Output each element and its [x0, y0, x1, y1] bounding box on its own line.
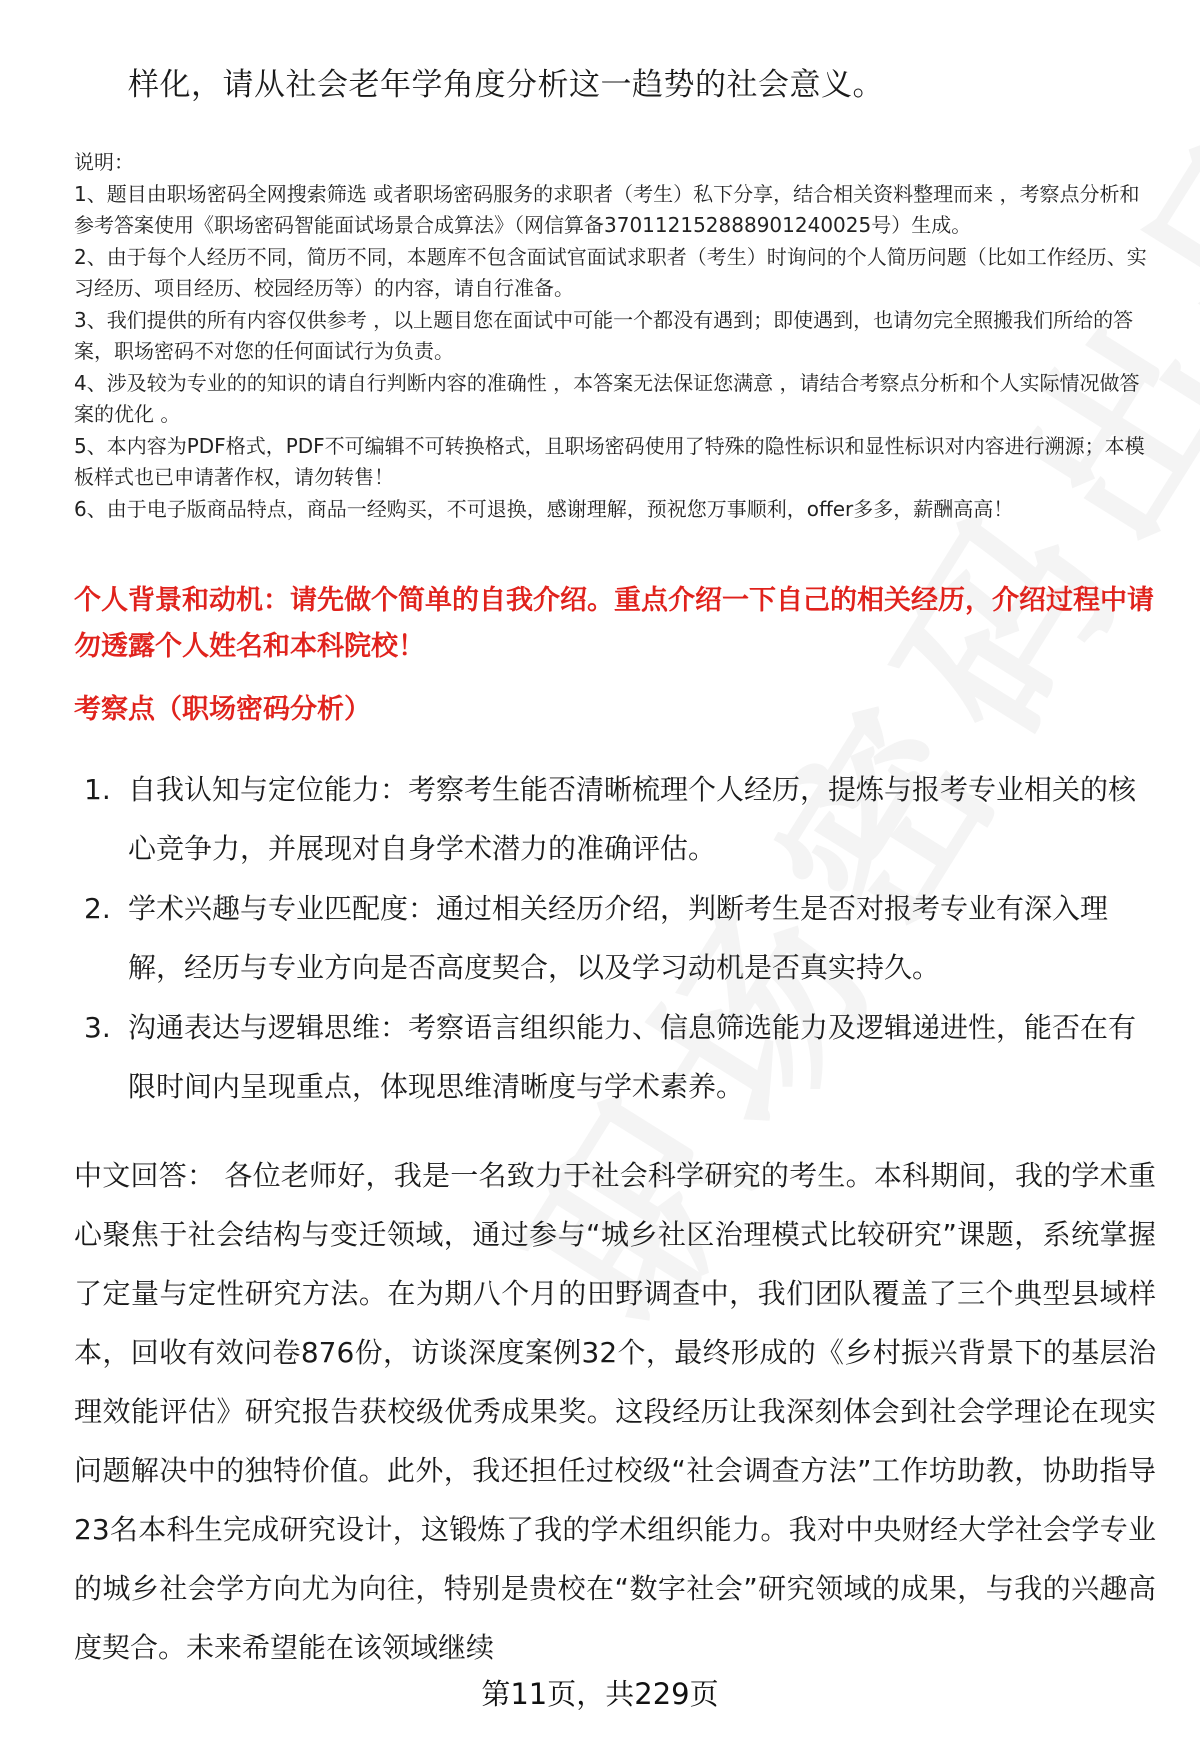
analysis-point — [74, 879, 1154, 997]
note-item: 5、本内容为PDF格式，PDF不可编辑不可转换格式，且职场密码使用了特殊的隐性标识和显性标识对内容进行溯源；本模板样式也已申请著作权，请勿转售！ — [74, 433, 1145, 489]
chinese-answer: 中文回答： 各位老师好，我是一名致力于社会科学研究的考生。本科期间，我的学术重心聚焦于社会结构与变迁领域，通过参与“城乡社区治理模式比较研究”课题，系统掌握了定量与定性研究方法。在为期八个月的田野调查中，我们团队覆盖了三个典型县域样本，回收有效问卷876份，访谈深度案例32个，最终形成的《乡村振兴背景下的基层治理效能评估》研究报告获校级优秀成果奖。这段经历让我深刻体会到社会学理论在现实问题解决中的独特价值。此外，我还担任过校级“社会调查方法”工作坊助教，协助指导23名本科生完成研究设计，这锻炼了我的学术组织能力。我对中央财经大学社会学专业的城乡社会学方向尤为向往，特别是贵校在“数字社会”研究领域的成果，与我的兴趣高度契合。未来希望能在该领域继续 — [74, 1159, 1156, 1664]
note-item: 2、由于每个人经历不同，简历不同，本题库不包含面试官面试求职者（考生）时询问的个人简历问题（比如工作经历、实习经历、项目经历、校园经历等）的内容，请自行准备。 — [74, 244, 1147, 300]
analysis-points — [74, 760, 1154, 1117]
analysis-point — [74, 998, 1154, 1116]
point-number: 1. — [84, 773, 111, 806]
question-continuation: 样化，请从社会老年学角度分析这一趋势的社会意义。 — [128, 67, 884, 103]
note-item: 3、我们提供的所有内容仅供参考 ，以上题目您在面试中可能一个都没有遇到；即使遇到，也请勿完全照搬我们所给的答案，职场密码不对您的任何面试行为负责。 — [74, 307, 1134, 363]
note-item: 6、由于电子版商品特点，商品一经购买，不可退换，感谢理解，预祝您万事顺利，offer多多，薪酬高高！ — [74, 496, 1014, 521]
interview-question: 个人背景和动机：请先做个简单的自我介绍。重点介绍一下自己的相关经历，介绍过程中请勿透露个人姓名和本科院校！ — [74, 585, 1154, 662]
analysis-point — [74, 760, 1154, 878]
notes-section — [74, 147, 1159, 525]
point-text: 学术兴趣与专业匹配度：通过相关经历介绍，判断考生是否对报考专业有深入理解，经历与专业方向是否高度契合，以及学习动机是否真实持久。 — [128, 892, 1109, 984]
point-text: 沟通表达与逻辑思维：考察语言组织能力、信息筛选能力及逻辑递进性，能否在有限时间内呈现重点，体现思维清晰度与学术素养。 — [128, 1011, 1137, 1103]
analysis-title: 考察点（职场密码分析） — [74, 694, 371, 725]
notes-heading: 说明： — [74, 150, 134, 174]
point-number: 3. — [84, 1011, 111, 1044]
point-text: 自我认知与定位能力：考察考生能否清晰梳理个人经历，提炼与报考专业相关的核心竞争力，并展现对自身学术潜力的准确评估。 — [128, 773, 1137, 865]
page-number: 第11页，共229页 — [481, 1677, 719, 1711]
note-item: 4、涉及较为专业的的知识的请自行判断内容的准确性 ，本答案无法保证您满意 ，请结合考察点分析和个人实际情况做答案的优化 。 — [74, 370, 1140, 426]
point-number: 2. — [84, 892, 111, 925]
note-item: 1、题目由职场密码全网搜索筛选 或者职场密码服务的求职者（考生）私下分享，结合相关资料整理而来 ，考察点分析和参考答案使用《职场密码智能面试场景合成算法》（网信算备370112152888901240025号）生成。 — [74, 181, 1140, 237]
